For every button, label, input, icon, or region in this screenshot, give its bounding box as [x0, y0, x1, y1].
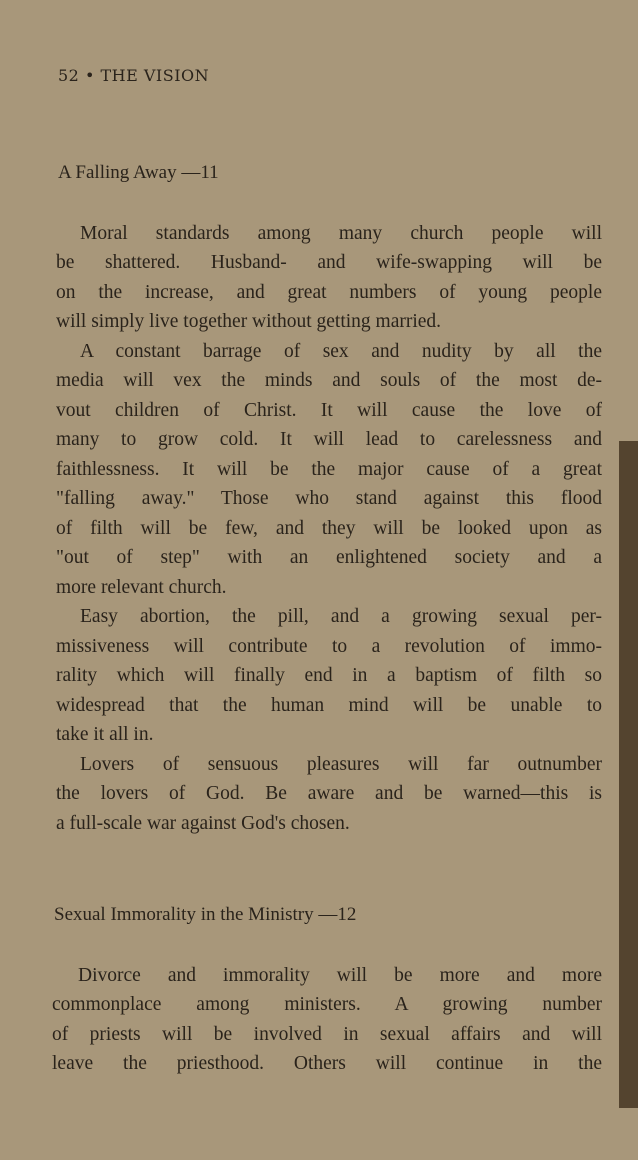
text-line: will simply live together without getting married. [56, 311, 442, 332]
text-line: on the increase, and great numbers of young people [56, 282, 602, 303]
text-line: Divorce and immorality will be more and more [78, 965, 602, 986]
text-line: faithlessness. It will be the major cause of a great [56, 459, 602, 480]
text-line: vout children of Christ. It will cause the love of [56, 400, 602, 421]
text-line: media will vex the minds and souls of the most de- [56, 370, 602, 391]
text-line: Lovers of sensuous pleasures will far outnumber [80, 754, 602, 775]
section-heading: Sexual Immorality in the Ministry —12 [54, 904, 357, 925]
text-line: take it all in. [56, 724, 154, 745]
text-line: of priests will be involved in sexual affairs and will [52, 1024, 602, 1045]
text-line: leave the priesthood. Others will continue in the [52, 1053, 602, 1074]
text-line: more relevant church. [56, 577, 227, 598]
section-heading: A Falling Away —11 [58, 162, 219, 183]
text-line: "falling away." Those who stand against this flood [56, 488, 602, 509]
text-line: the lovers of God. Be aware and be warned—this is [56, 783, 602, 804]
text-line: many to grow cold. It will lead to carelessness and [56, 429, 602, 450]
text-line: Easy abortion, the pill, and a growing sexual per- [80, 606, 602, 627]
text-line: "out of step" with an enlightened society and a [56, 547, 602, 568]
text-line: Moral standards among many church people will [80, 223, 602, 244]
text-line: widespread that the human mind will be unable to [56, 695, 602, 716]
text-line: a full-scale war against God's chosen. [56, 813, 350, 834]
text-line: rality which will finally end in a baptism of filth so [56, 665, 602, 686]
page-edge-bar [619, 441, 638, 1108]
text-line: be shattered. Husband- and wife-swapping will be [56, 252, 602, 273]
text-line: commonplace among ministers. A growing number [52, 994, 602, 1015]
text-line: A constant barrage of sex and nudity by all the [80, 341, 602, 362]
text-line: missiveness will contribute to a revolution of immo- [56, 636, 602, 657]
text-line: of filth will be few, and they will be looked upon as [56, 518, 602, 539]
running-header: 52 • THE VISION [58, 66, 210, 85]
